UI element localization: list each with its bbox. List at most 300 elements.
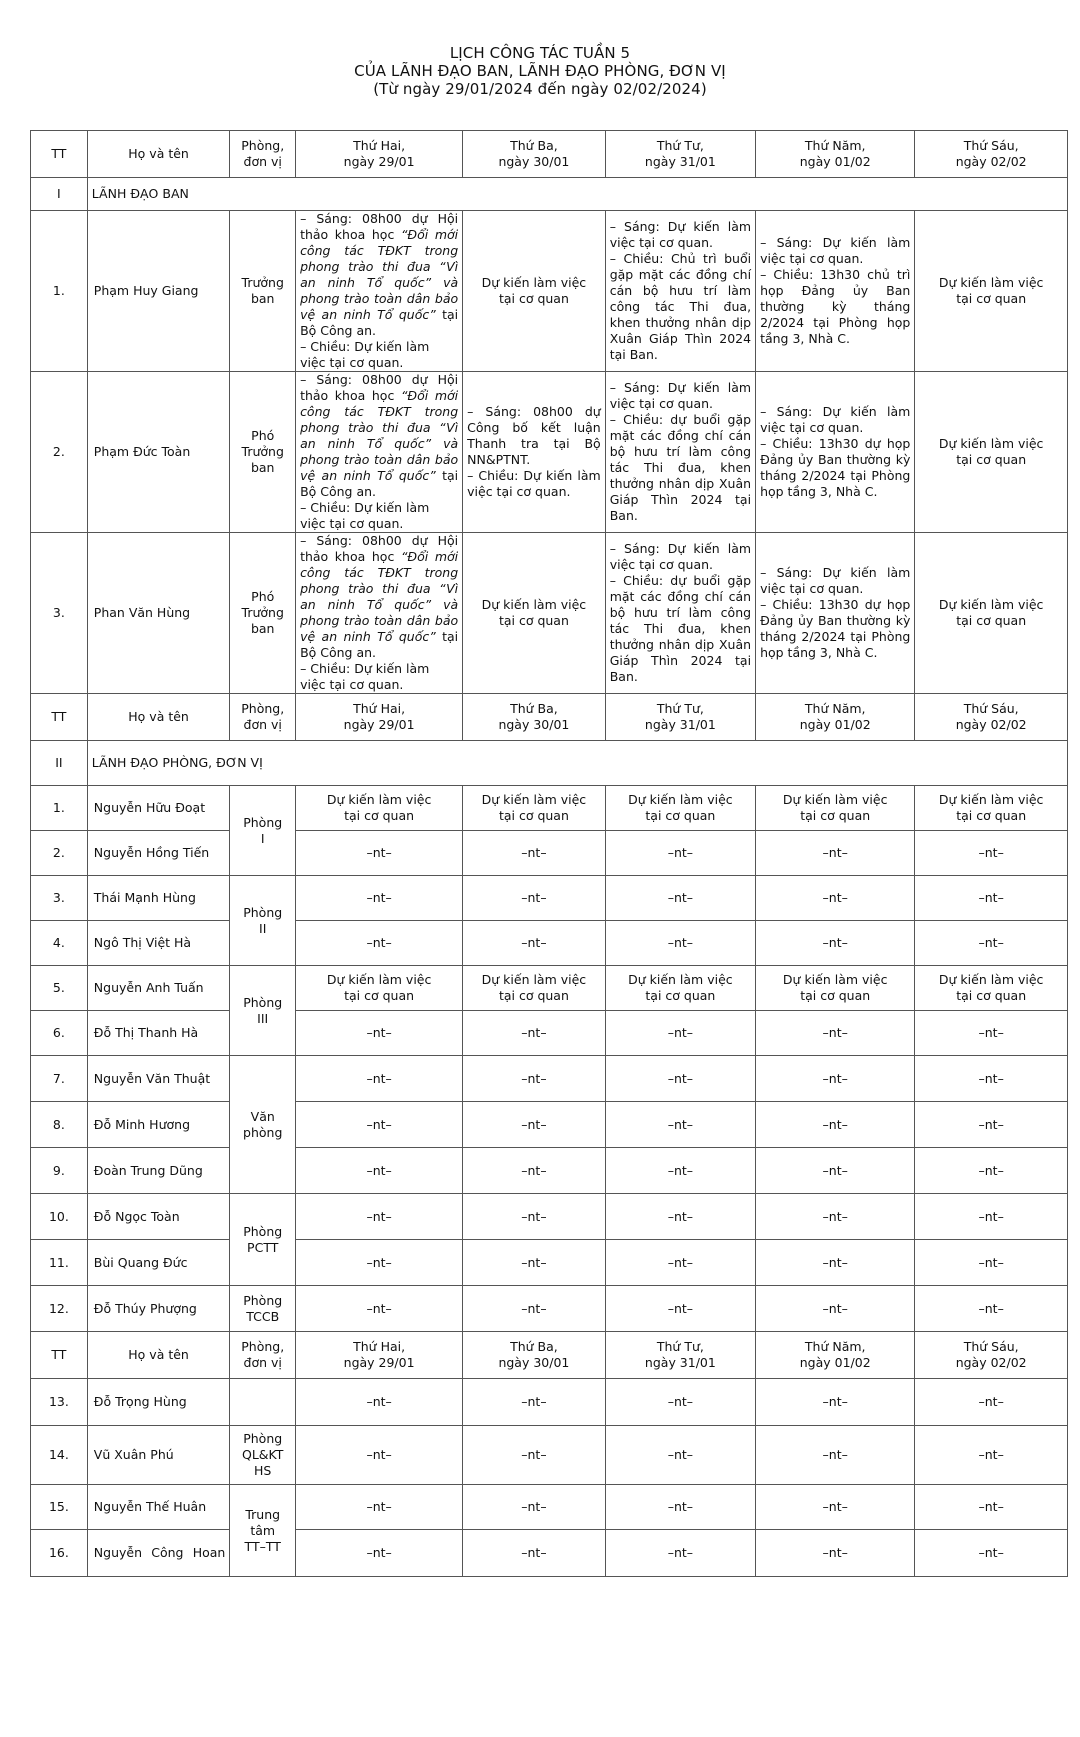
schedule-cell xyxy=(296,533,463,694)
same-as-above: –nt– xyxy=(521,1254,547,1270)
schedule-cell xyxy=(915,1148,1068,1194)
schedule-entry-afternoon: – Chiều: Dự kiến làm việc tại cơ quan. xyxy=(300,661,430,692)
table-header-row xyxy=(31,131,1068,178)
header-day-line: ngày 31/01 xyxy=(644,717,716,732)
same-as-above: –nt– xyxy=(667,935,694,950)
person-name: Nguyễn Hữu Đoạt xyxy=(87,786,230,831)
schedule-cell xyxy=(605,966,755,1011)
same-as-above: –nt– xyxy=(667,1300,694,1316)
same-as-above: –nt– xyxy=(667,1070,694,1086)
schedule-line: Dự kiến làm việc xyxy=(938,597,1044,612)
row-number: 16. xyxy=(31,1530,88,1577)
same-as-above: –nt– xyxy=(521,1025,547,1040)
schedule-cell xyxy=(756,1240,915,1286)
same-as-above: –nt– xyxy=(978,890,1004,905)
schedule-cell xyxy=(605,211,755,372)
same-as-above: –nt– xyxy=(521,845,547,860)
header-day-line: ngày 01/02 xyxy=(799,717,871,732)
event-title: “Đổi mới công tác TĐKT trong phong trào thi đua “Vì an ninh Tổ quốc” và phong trào toàn dân bảo vệ an ninh Tổ quốc” xyxy=(300,227,459,322)
same-as-above: –nt– xyxy=(978,1394,1004,1409)
schedule-cell xyxy=(605,831,755,876)
dept-cell xyxy=(230,1485,296,1577)
same-as-above: –nt– xyxy=(366,1025,392,1040)
person-name: Nguyễn Công Hoan xyxy=(87,1530,230,1577)
section-number: II xyxy=(31,741,88,786)
schedule-cell xyxy=(463,1011,606,1056)
same-as-above: –nt– xyxy=(978,1254,1004,1270)
schedule-cell xyxy=(915,533,1068,694)
same-as-above: –nt– xyxy=(667,890,694,905)
schedule-line: Dự kiến làm việc xyxy=(938,792,1044,807)
table-row xyxy=(31,211,1068,372)
same-as-above: –nt– xyxy=(366,935,392,950)
schedule-cell xyxy=(756,1056,915,1102)
person-name: Ngô Thị Việt Hà xyxy=(87,921,230,966)
schedule-entry-afternoon: – Chiều: Dự kiến làm việc tại cơ quan. xyxy=(300,339,430,370)
schedule-cell xyxy=(296,1426,463,1485)
person-name: Nguyễn Thế Huân xyxy=(87,1485,230,1530)
schedule-line: tại cơ quan xyxy=(344,988,415,1003)
table-row xyxy=(31,966,1068,1011)
title-line-2: CỦA LÃNH ĐẠO BAN, LÃNH ĐẠO PHÒNG, ĐƠN VỊ xyxy=(354,62,726,80)
schedule-entry-line: – Chiều: 13h30 dự họp Đảng ủy Ban thường kỳ tháng 2/2024 tại Phòng họp tầng 3, Nhà C. xyxy=(760,597,911,660)
same-as-above: –nt– xyxy=(667,1025,694,1040)
schedule-cell xyxy=(463,1102,606,1148)
dept-line: Trưởng xyxy=(241,444,284,459)
dept-cell xyxy=(230,786,296,876)
person-name: Thái Mạnh Hùng xyxy=(87,876,230,921)
person-name: Nguyễn Anh Tuấn xyxy=(87,966,230,1011)
header-dept-line: đơn vị xyxy=(243,717,282,732)
dept-line: Trưởng xyxy=(241,605,284,620)
row-number: 1. xyxy=(31,786,88,831)
header-day xyxy=(756,1332,915,1379)
schedule-entry-line: – Sáng: Dự kiến làm việc tại cơ quan. xyxy=(609,380,752,411)
header-day-line: Thứ Ba, xyxy=(510,701,558,716)
row-number: 2. xyxy=(31,831,88,876)
same-as-above: –nt– xyxy=(366,1545,392,1560)
header-day xyxy=(915,694,1068,741)
schedule-cell xyxy=(915,876,1068,921)
schedule-line: Dự kiến làm việc xyxy=(938,972,1044,987)
schedule-line: tại cơ quan xyxy=(498,291,569,306)
same-as-above: –nt– xyxy=(366,1394,392,1409)
schedule-cell xyxy=(756,831,915,876)
person-name: Đỗ Minh Hương xyxy=(87,1102,230,1148)
same-as-above: –nt– xyxy=(366,1116,392,1132)
header-day-line: Thứ Hai, xyxy=(353,1339,406,1354)
dept-cell xyxy=(230,1194,296,1286)
header-day-line: ngày 29/01 xyxy=(343,717,415,732)
schedule-cell xyxy=(605,1426,755,1485)
header-day-line: Thứ Tư, xyxy=(656,1339,704,1354)
same-as-above: –nt– xyxy=(667,1394,694,1409)
same-as-above: –nt– xyxy=(978,845,1004,860)
schedule-entry-line: – Chiều: Chủ trì buổi gặp mặt các đồng chí cán bộ hưu trí làm công tác Thi đua, khen thưởng nhân dịp Xuân Giáp Thìn 2024 tại Ban. xyxy=(609,251,752,362)
dept-line: I xyxy=(260,830,265,846)
header-day xyxy=(605,694,755,741)
header-dept-line: Phòng, xyxy=(241,701,285,716)
header-tt: TT xyxy=(31,694,88,741)
header-day xyxy=(756,694,915,741)
schedule-cell xyxy=(605,921,755,966)
schedule-text: – Sáng: 08h00 dự Hội thảo khoa học xyxy=(300,533,459,564)
schedule-entry-morning xyxy=(300,533,458,661)
same-as-above: –nt– xyxy=(667,1447,694,1462)
schedule-cell xyxy=(296,831,463,876)
dept-line: Phòng xyxy=(243,904,283,920)
schedule-cell xyxy=(756,786,915,831)
header-day-line: Thứ Tư, xyxy=(656,138,704,153)
header-day-line: ngày 30/01 xyxy=(498,1355,570,1370)
same-as-above: –nt– xyxy=(521,1545,547,1560)
person-name: Nguyễn Hồng Tiến xyxy=(87,831,230,876)
same-as-above: –nt– xyxy=(521,1499,547,1514)
schedule-cell xyxy=(296,1379,463,1426)
header-dept-line: đơn vị xyxy=(243,154,282,169)
table-row xyxy=(31,1056,1068,1102)
section-row xyxy=(31,741,1068,786)
table-row xyxy=(31,1426,1068,1485)
header-dept xyxy=(230,131,296,178)
schedule-line: Dự kiến làm việc xyxy=(481,597,587,612)
same-as-above: –nt– xyxy=(978,1208,1004,1224)
same-as-above: –nt– xyxy=(978,1545,1004,1560)
dept-cell xyxy=(230,1056,296,1194)
schedule-cell xyxy=(296,1194,463,1240)
schedule-cell xyxy=(915,831,1068,876)
schedule-cell xyxy=(756,533,915,694)
dept-cell xyxy=(230,876,296,966)
schedule-cell xyxy=(605,533,755,694)
schedule-cell xyxy=(463,533,606,694)
schedule-cell xyxy=(463,372,606,533)
person-name: Đỗ Thúy Phượng xyxy=(87,1286,230,1332)
header-dept-line: Phòng, xyxy=(241,138,285,153)
header-day-line: Thứ Sáu, xyxy=(963,1339,1019,1354)
header-day-line: Thứ Sáu, xyxy=(963,701,1019,716)
table-row xyxy=(31,1286,1068,1332)
row-number: 4. xyxy=(31,921,88,966)
schedule-cell xyxy=(915,1102,1068,1148)
schedule-cell xyxy=(463,1286,606,1332)
same-as-above: –nt– xyxy=(978,1070,1004,1086)
schedule-cell xyxy=(756,372,915,533)
schedule-cell xyxy=(756,1011,915,1056)
header-day-line: ngày 02/02 xyxy=(955,154,1027,169)
schedule-cell xyxy=(463,1426,606,1485)
same-as-above: –nt– xyxy=(822,1447,848,1462)
header-day-line: ngày 01/02 xyxy=(799,154,871,169)
schedule-cell xyxy=(605,1286,755,1332)
schedule-cell xyxy=(296,921,463,966)
schedule-cell xyxy=(915,1485,1068,1530)
schedule-text: – Sáng: 08h00 dự Hội thảo khoa học xyxy=(300,372,459,403)
table-row xyxy=(31,1530,1068,1577)
same-as-above: –nt– xyxy=(822,1545,848,1560)
schedule-entry-line: – Sáng: Dự kiến làm việc tại cơ quan. xyxy=(760,565,911,596)
schedule-cell xyxy=(756,1426,915,1485)
schedule-cell xyxy=(296,966,463,1011)
schedule-line: tại cơ quan xyxy=(645,988,716,1003)
person-name: Phạm Huy Giang xyxy=(87,211,230,372)
header-day xyxy=(463,1332,606,1379)
table-header-row xyxy=(31,694,1068,741)
schedule-line: tại cơ quan xyxy=(645,808,716,823)
header-day-line: ngày 29/01 xyxy=(343,154,415,169)
same-as-above: –nt– xyxy=(521,1394,547,1409)
schedule-line: tại cơ quan xyxy=(956,291,1027,306)
schedule-text: tại Bộ Công an. xyxy=(300,468,459,499)
schedule-entry-line: – Chiều: 13h30 dự họp Đảng ủy Ban thường kỳ tháng 2/2024 tại Phòng họp tầng 3, Nhà C. xyxy=(760,436,911,499)
table-row xyxy=(31,372,1068,533)
same-as-above: –nt– xyxy=(822,1070,848,1086)
same-as-above: –nt– xyxy=(366,1162,392,1178)
schedule-line: Dự kiến làm việc xyxy=(628,792,733,807)
same-as-above: –nt– xyxy=(521,935,547,950)
schedule-cell xyxy=(915,372,1068,533)
schedule-cell xyxy=(463,1379,606,1426)
dept-cell xyxy=(230,533,296,694)
schedule-entry-line: – Chiều: dự buổi gặp mặt các đồng chí cán bộ hưu trí làm công tác Thi đua, khen thưởng nhân dịp Xuân Giáp Thìn 2024 tại Ban. xyxy=(609,573,752,684)
same-as-above: –nt– xyxy=(822,1025,848,1040)
dept-line: III xyxy=(257,1010,269,1026)
dept-line: Phó xyxy=(251,589,275,604)
schedule-cell xyxy=(915,1426,1068,1485)
same-as-above: –nt– xyxy=(667,1254,694,1270)
dept-line: TT–TT xyxy=(244,1538,281,1554)
header-day-line: ngày 30/01 xyxy=(498,717,570,732)
header-day-line: ngày 29/01 xyxy=(343,1355,415,1370)
schedule-line: Dự kiến làm việc xyxy=(326,792,432,807)
schedule-entry-line: – Chiều: dự buổi gặp mặt các đồng chí cán bộ hưu trí làm công tác Thi đua, khen thưởng nhân dịp Xuân Giáp Thìn 2024 tại Ban. xyxy=(609,412,752,523)
dept-cell xyxy=(230,1286,296,1332)
schedule-line: Dự kiến làm việc xyxy=(938,275,1044,290)
schedule-cell xyxy=(605,372,755,533)
schedule-cell xyxy=(463,1056,606,1102)
person-name: Phạm Đức Toàn xyxy=(87,372,230,533)
schedule-cell xyxy=(915,786,1068,831)
dept-line: Phòng xyxy=(243,1292,283,1308)
header-day-line: Thứ Ba, xyxy=(510,1339,558,1354)
same-as-above: –nt– xyxy=(978,1025,1004,1040)
table-row xyxy=(31,786,1068,831)
dept-line: tâm xyxy=(250,1522,276,1538)
person-name: Bùi Quang Đức xyxy=(87,1240,230,1286)
header-day-line: Thứ Năm, xyxy=(804,701,866,716)
table-row xyxy=(31,876,1068,921)
schedule-entry-line: – Chiều: 13h30 chủ trì họp Đảng ủy Ban thường kỳ tháng 2/2024 tại Phòng họp tầng 3, Nhà C. xyxy=(760,267,911,346)
schedule-cell xyxy=(915,1056,1068,1102)
schedule-cell xyxy=(915,1530,1068,1577)
schedule-entry-line: – Sáng: 08h00 dự Công bố kết luận Thanh tra tại Bộ NN&PTNT. xyxy=(467,404,601,467)
same-as-above: –nt– xyxy=(521,1116,547,1132)
schedule-table xyxy=(30,130,1068,1577)
table-row xyxy=(31,1148,1068,1194)
schedule-entry-afternoon: – Chiều: Dự kiến làm việc tại cơ quan. xyxy=(300,500,430,531)
schedule-cell xyxy=(756,1530,915,1577)
header-day xyxy=(296,1332,463,1379)
same-as-above: –nt– xyxy=(366,1499,392,1514)
dept-line: ban xyxy=(250,460,275,475)
row-number: 3. xyxy=(31,876,88,921)
schedule-line: Dự kiến làm việc xyxy=(782,972,888,987)
same-as-above: –nt– xyxy=(366,1208,392,1224)
schedule-line: Dự kiến làm việc xyxy=(938,436,1044,451)
schedule-cell xyxy=(605,1379,755,1426)
dept-line: II xyxy=(259,920,267,936)
section-label: LÃNH ĐẠO BAN xyxy=(87,178,1067,211)
same-as-above: –nt– xyxy=(822,1116,848,1132)
section-number: I xyxy=(31,178,88,211)
same-as-above: –nt– xyxy=(366,1300,392,1316)
schedule-line: Dự kiến làm việc xyxy=(628,972,733,987)
header-day-line: ngày 02/02 xyxy=(955,1355,1027,1370)
schedule-cell xyxy=(756,211,915,372)
dept-line: ban xyxy=(250,621,275,636)
header-day xyxy=(463,131,606,178)
schedule-line: tại cơ quan xyxy=(956,452,1027,467)
section-row xyxy=(31,178,1068,211)
schedule-cell xyxy=(605,1148,755,1194)
schedule-line: Dự kiến làm việc xyxy=(481,275,587,290)
header-day xyxy=(915,131,1068,178)
schedule-line: tại cơ quan xyxy=(956,988,1027,1003)
same-as-above: –nt– xyxy=(978,935,1004,950)
schedule-text: tại Bộ Công an. xyxy=(300,629,459,660)
same-as-above: –nt– xyxy=(667,1116,694,1132)
schedule-cell xyxy=(756,921,915,966)
header-dept xyxy=(230,1332,296,1379)
schedule-line: tại cơ quan xyxy=(498,808,569,823)
row-number: 1. xyxy=(31,211,88,372)
schedule-cell xyxy=(296,1011,463,1056)
header-day xyxy=(756,131,915,178)
schedule-cell xyxy=(296,1056,463,1102)
schedule-text: – Sáng: 08h00 dự Hội thảo khoa học xyxy=(300,211,459,242)
header-day-line: Thứ Năm, xyxy=(804,1339,866,1354)
person-name: Nguyễn Văn Thuật xyxy=(87,1056,230,1102)
title-line-1: LỊCH CÔNG TÁC TUẦN 5 xyxy=(449,44,631,62)
schedule-cell xyxy=(915,966,1068,1011)
schedule-cell xyxy=(605,1485,755,1530)
table-row xyxy=(31,533,1068,694)
same-as-above: –nt– xyxy=(978,1447,1004,1462)
header-dept-line: đơn vị xyxy=(243,1355,282,1370)
dept-line: ban xyxy=(250,291,275,306)
same-as-above: –nt– xyxy=(822,890,848,905)
dept-line: Văn xyxy=(250,1108,275,1124)
header-day-line: ngày 31/01 xyxy=(644,1355,716,1370)
schedule-cell xyxy=(296,1102,463,1148)
dept-cell xyxy=(230,372,296,533)
schedule-cell xyxy=(915,1011,1068,1056)
schedule-line: tại cơ quan xyxy=(498,988,569,1003)
table-row xyxy=(31,921,1068,966)
same-as-above: –nt– xyxy=(521,1162,547,1178)
same-as-above: –nt– xyxy=(667,1162,694,1178)
schedule-entry-line: – Chiều: Dự kiến làm việc tại cơ quan. xyxy=(467,468,601,499)
dept-line: HS xyxy=(254,1463,272,1478)
schedule-cell xyxy=(296,876,463,921)
same-as-above: –nt– xyxy=(521,890,547,905)
header-day xyxy=(915,1332,1068,1379)
row-number: 12. xyxy=(31,1286,88,1332)
schedule-cell xyxy=(605,1194,755,1240)
schedule-line: Dự kiến làm việc xyxy=(782,792,888,807)
dept-cell xyxy=(230,1426,296,1485)
schedule-entry-morning xyxy=(300,211,458,339)
dept-cell xyxy=(230,1379,296,1426)
same-as-above: –nt– xyxy=(521,1070,547,1086)
schedule-cell xyxy=(915,211,1068,372)
schedule-cell xyxy=(463,786,606,831)
table-row xyxy=(31,1485,1068,1530)
schedule-cell xyxy=(605,1056,755,1102)
person-name: Đỗ Ngọc Toàn xyxy=(87,1194,230,1240)
same-as-above: –nt– xyxy=(978,1116,1004,1132)
same-as-above: –nt– xyxy=(521,1208,547,1224)
schedule-cell xyxy=(756,1102,915,1148)
same-as-above: –nt– xyxy=(366,890,392,905)
schedule-entry-line: – Sáng: Dự kiến làm việc tại cơ quan. xyxy=(609,219,752,250)
schedule-cell xyxy=(463,1530,606,1577)
schedule-cell xyxy=(296,1240,463,1286)
same-as-above: –nt– xyxy=(822,1499,848,1514)
schedule-text: tại Bộ Công an. xyxy=(300,307,459,338)
same-as-above: –nt– xyxy=(521,1447,547,1462)
header-dept xyxy=(230,694,296,741)
header-day xyxy=(463,694,606,741)
header-day-line: Thứ Sáu, xyxy=(963,138,1019,153)
dept-cell xyxy=(230,211,296,372)
schedule-cell xyxy=(296,1148,463,1194)
schedule-cell xyxy=(915,1240,1068,1286)
schedule-cell xyxy=(296,1530,463,1577)
row-number: 14. xyxy=(31,1426,88,1485)
same-as-above: –nt– xyxy=(978,1300,1004,1316)
schedule-line: tại cơ quan xyxy=(344,808,415,823)
dept-line: Trưởng xyxy=(241,275,284,290)
header-dept-line: Phòng, xyxy=(241,1339,285,1354)
same-as-above: –nt– xyxy=(978,1499,1004,1514)
header-name: Họ và tên xyxy=(87,131,230,178)
dept-cell xyxy=(230,966,296,1056)
row-number: 9. xyxy=(31,1148,88,1194)
same-as-above: –nt– xyxy=(822,1300,848,1316)
dept-line: Phòng xyxy=(243,1223,283,1239)
header-day-line: ngày 31/01 xyxy=(644,154,716,169)
schedule-line: tại cơ quan xyxy=(956,808,1027,823)
row-number: 6. xyxy=(31,1011,88,1056)
schedule-cell xyxy=(463,1194,606,1240)
same-as-above: –nt– xyxy=(667,845,694,860)
row-number: 15. xyxy=(31,1485,88,1530)
event-title: “Đổi mới công tác TĐKT trong phong trào thi đua “Vì an ninh Tổ quốc” và phong trào toàn dân bảo vệ an ninh Tổ quốc” xyxy=(300,388,459,483)
header-name: Họ và tên xyxy=(87,694,230,741)
header-day-line: ngày 30/01 xyxy=(498,154,570,169)
same-as-above: –nt– xyxy=(667,1208,694,1224)
same-as-above: –nt– xyxy=(822,935,848,950)
header-day-line: ngày 01/02 xyxy=(799,1355,871,1370)
header-day-line: Thứ Hai, xyxy=(353,138,406,153)
schedule-line: tại cơ quan xyxy=(498,613,569,628)
schedule-cell xyxy=(296,372,463,533)
schedule-line: tại cơ quan xyxy=(800,988,871,1003)
same-as-above: –nt– xyxy=(366,1070,392,1086)
schedule-line: tại cơ quan xyxy=(800,808,871,823)
schedule-line: Dự kiến làm việc xyxy=(481,792,587,807)
